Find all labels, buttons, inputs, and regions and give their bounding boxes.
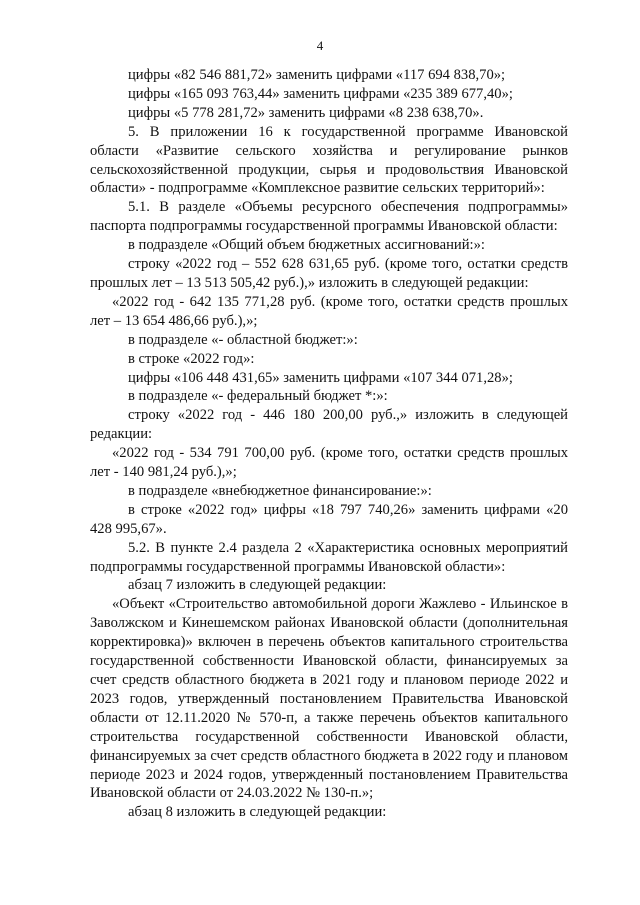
document-body [90, 66, 568, 822]
paragraph-total-subsection: в подразделе «Общий объем бюджетных ассигнований:»: [128, 237, 485, 254]
paragraph-abzac-7: абзац 7 изложить в следующей редакции: [128, 577, 387, 594]
paragraph-extrabudget-subsection: в подразделе «внебюджетное финансирование:»: [128, 482, 432, 499]
paragraph-federal-line-new: «2022 год - 534 791 700,00 руб. (кроме того, остатки средств прошлых лет - 140 981,24 руб.),»; [90, 445, 568, 481]
paragraph-total-line-old: строку «2022 год – 552 628 631,65 руб. (кроме того, остатки средств прошлых лет – 13 513 505,42 руб.),» изложить в следующей редакции: [90, 256, 568, 291]
paragraph-item-5-2: 5.2. В пункте 2.4 раздела 2 «Характеристика основных мероприятий подпрограммы государственной программы Ивановской области»: [90, 539, 568, 575]
paragraph-replace-3: цифры «5 778 281,72» заменить цифрами «8 238 638,70». [128, 104, 484, 121]
paragraph-abzac-8: абзац 8 изложить в следующей редакции: [128, 804, 387, 821]
paragraph-regional-subsection: в подразделе «- областной бюджет:»: [128, 331, 358, 348]
paragraph-item-5: 5. В приложении 16 к государственной программе Ивановской области «Развитие сельского хозяйства и регулирование рынков сельскохозяйственной продукции, сырья и продовольствия Ивановской области» - подпрограмме «Комплексное развитие сельских территорий»: [90, 123, 568, 197]
paragraph-item-5-1: 5.1. В разделе «Объемы ресурсного обеспечения подпрограммы» паспорта подпрограммы государственной программы Ивановской области: [90, 199, 568, 235]
paragraph-replace-2: цифры «165 093 763,44» заменить цифрами «235 389 677,40»; [128, 85, 513, 102]
paragraph-federal-line-old: строку «2022 год - 446 180 200,00 руб.,» изложить в следующей редакции: [90, 407, 568, 443]
paragraph-replace-1: цифры «82 546 881,72» заменить цифрами «117 694 838,70»; [128, 67, 506, 83]
paragraph-total-line-new: «2022 год - 642 135 771,28 руб. (кроме того, остатки средств прошлых лет – 13 654 486,66 руб.),»; [90, 293, 568, 329]
paragraph-extrabudget-replace: в строке «2022 год» цифры «18 797 740,26» заменить цифрами «20 428 995,67». [90, 501, 568, 537]
page-number: 4 [316, 38, 324, 53]
paragraph-federal-subsection: в подразделе «- федеральный бюджет *:»: [128, 388, 388, 405]
paragraph-regional-replace: цифры «106 448 431,65» заменить цифрами «107 344 071,28»; [128, 369, 513, 386]
paragraph-regional-row: в строке «2022 год»: [128, 350, 255, 367]
paragraph-abzac-7-text: «Объект «Строительство автомобильной дороги Жажлево - Ильинское в Заволжском и Кинешемском районах Ивановской области (дополнительная корректировка)» включен в перечень объектов капитального строительства государственной собственности Ивановской области, финансируемых за счет средств областного бюджета в 2021 году и плановом периоде 2022 и 2023 годов, утвержденный постановлением Правительства Ивановской области от 12.11.2020 № 570-п, а также перечень объектов капитального строительства государственной собственности Ивановской области, финансируемых за счет средств областного бюджета в 2022 году и плановом периоде 2023 и 2024 годов, утвержденный постановлением Правительства Ивановской области от 24.03.2022 № 130-п.»; [90, 596, 568, 802]
